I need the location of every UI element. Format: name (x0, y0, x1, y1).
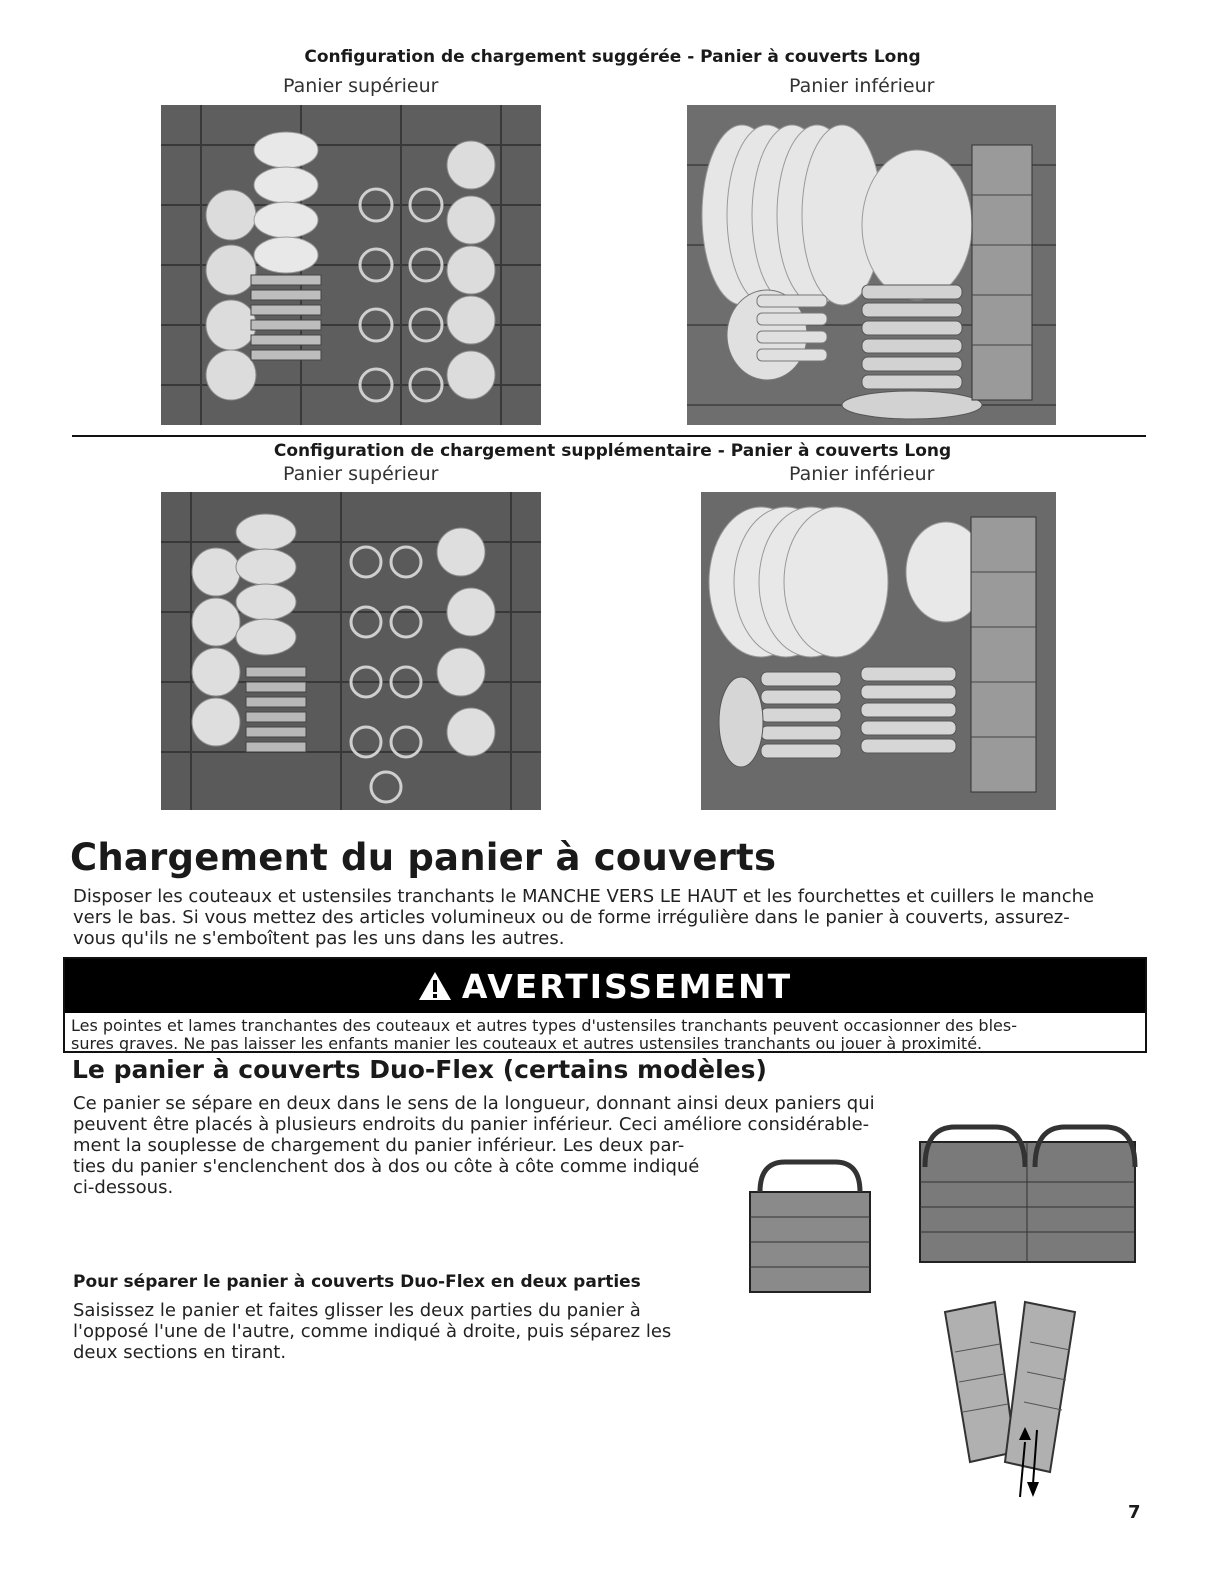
warning-text (71, 1017, 1141, 1053)
upper-rack-photo-1 (161, 105, 541, 425)
separate-subheading: Pour séparer le panier à couverts Duo-Flex en deux parties (73, 1272, 641, 1292)
page-title: Chargement du panier à couverts (70, 836, 777, 879)
lower-rack-illustration-1 (687, 105, 1056, 425)
intro-paragraph (73, 886, 1153, 949)
intro-line-2: vers le bas. Si vous mettez des articles volumineux ou de forme irrégulière dans le panier à couverts, assurez- (73, 907, 1070, 928)
intro-line-3: vous qu'ils ne s'emboîtent pas les uns dans les autres. (73, 928, 565, 949)
section1-upper-label: Panier supérieur (283, 75, 439, 97)
duoflex-line-5: ci-dessous. (73, 1177, 174, 1198)
duoflex-line-2: peuvent être placés à plusieurs endroits du panier inférieur. Ceci améliore considérable- (73, 1114, 870, 1135)
section1-lower-label: Panier inférieur (789, 75, 935, 97)
upper-rack-photo-2 (161, 492, 541, 810)
lower-rack-illustration-2 (701, 492, 1056, 810)
section2-lower-label: Panier inférieur (789, 463, 935, 485)
duoflex-basket-illustration (745, 1112, 1155, 1502)
section2-upper-label: Panier supérieur (283, 463, 439, 485)
upper-rack-illustration-1 (161, 105, 541, 425)
duoflex-line-4: ties du panier s'enclenchent dos à dos ou côte à côte comme indiqué (73, 1156, 700, 1177)
warning-triangle-icon (418, 971, 452, 1001)
section-divider (72, 435, 1146, 437)
separate-paragraph (73, 1300, 743, 1363)
separate-line-2: l'opposé l'une de l'autre, comme indiqué à droite, puis séparez les (73, 1321, 672, 1342)
warning-title: AVERTISSEMENT (461, 966, 793, 1006)
lower-rack-photo-2 (701, 492, 1056, 810)
warning-box (63, 957, 1147, 1053)
separate-line-1: Saisissez le panier et faites glisser les deux parties du panier à (73, 1300, 641, 1321)
basket-back-to-back-image (750, 1162, 870, 1292)
warning-header (65, 959, 1145, 1013)
intro-line-1: Disposer les couteaux et ustensiles tranchants le MANCHE VERS LE HAUT et les fourchettes et cuillers le manche (73, 886, 1095, 907)
page-number: 7 (1128, 1502, 1141, 1523)
duoflex-line-3: ment la souplesse de chargement du panier inférieur. Les deux par- (73, 1135, 685, 1156)
duoflex-line-1: Ce panier se sépare en deux dans le sens de la longueur, donnant ainsi deux paniers qui (73, 1093, 875, 1114)
section1-title: Configuration de chargement suggérée - Panier à couverts Long (304, 47, 921, 67)
basket-side-by-side-image (920, 1127, 1135, 1262)
section2-title: Configuration de chargement supplémentaire - Panier à couverts Long (273, 441, 952, 461)
lower-rack-photo-1 (687, 105, 1056, 425)
duoflex-heading: Le panier à couverts Duo-Flex (certains modèles) (72, 1055, 767, 1084)
warning-line-1: Les pointes et lames tranchantes des couteaux et autres types d'ustensiles tranchants peuvent occasionner des bles- (71, 1016, 1017, 1035)
separate-line-3: deux sections en tirant. (73, 1342, 287, 1363)
upper-rack-illustration-2 (161, 492, 541, 810)
warning-line-2: sures graves. Ne pas laisser les enfants manier les couteaux et autres ustensiles tranchants ou jouer à proximité. (71, 1034, 983, 1053)
basket-separated-image (945, 1302, 1075, 1472)
